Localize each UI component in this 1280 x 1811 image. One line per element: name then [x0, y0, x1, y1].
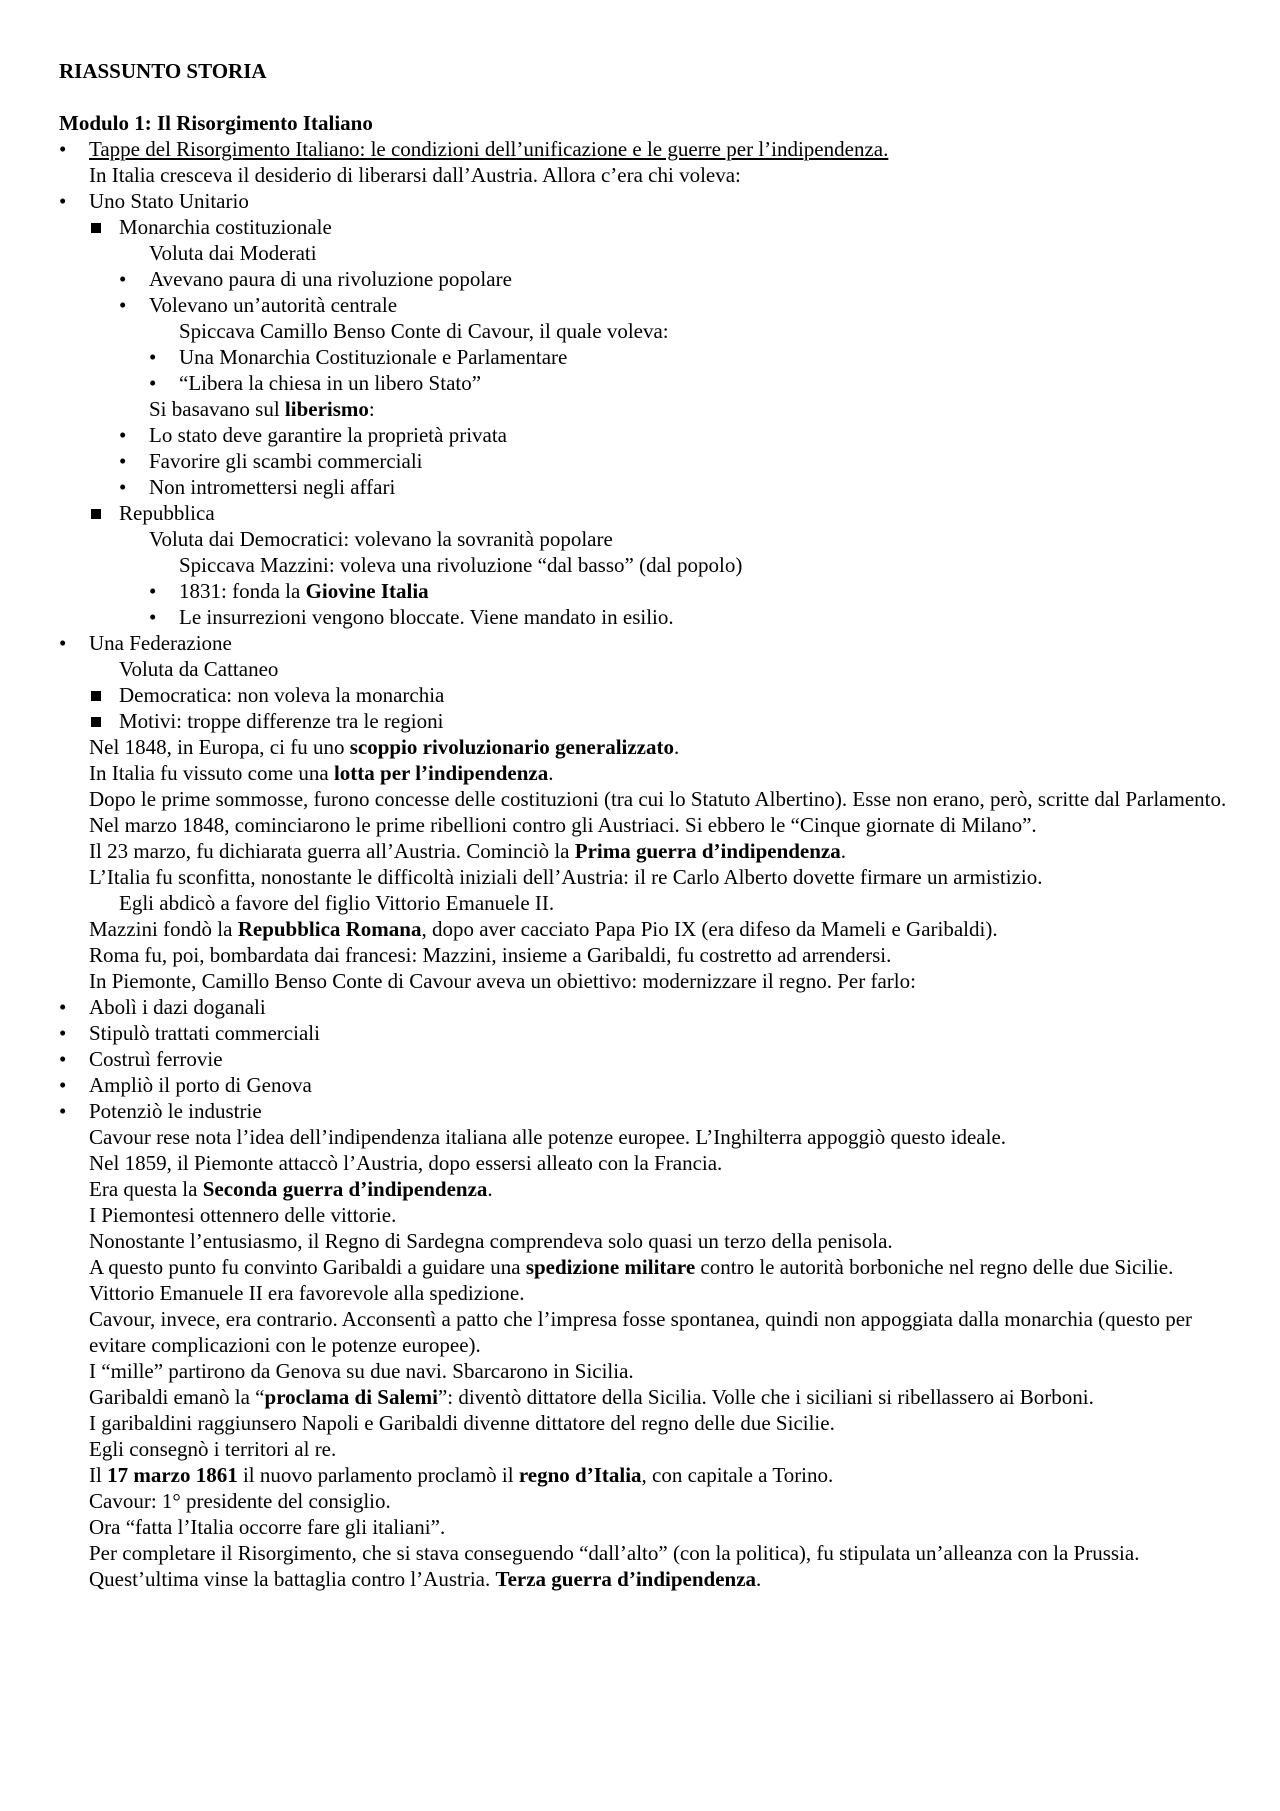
text-line: [59, 526, 1229, 552]
text-segment: .: [840, 839, 846, 863]
text-segment: contro le autorità borboniche nel regno delle due Sicilie.: [695, 1255, 1174, 1279]
text-segment: In Italia cresceva il desiderio di liberarsi dall’Austria. Allora c’era chi voleva:: [89, 163, 741, 187]
text-segment: Si basavano sul: [149, 397, 285, 421]
text-line: [59, 760, 1229, 786]
bullet-icon: •: [149, 345, 157, 369]
text-line: [59, 1098, 1229, 1124]
text-segment: .: [487, 1177, 493, 1201]
text-segment: Potenziò le industrie: [89, 1099, 262, 1123]
text-segment: Volevano un’autorità centrale: [149, 293, 398, 317]
text-line: [59, 1462, 1229, 1488]
text-line: [59, 994, 1229, 1020]
bold-text: spedizione militare: [525, 1255, 696, 1279]
text-segment: Garibaldi emanò la “: [89, 1385, 265, 1409]
text-line: [59, 942, 1229, 968]
text-segment: Una Monarchia Costituzionale e Parlamentare: [179, 345, 568, 369]
text-line: [59, 1306, 1229, 1358]
text-segment: Voluta da Cattaneo: [119, 657, 279, 681]
text-segment: Democratica: non voleva la monarchia: [119, 683, 445, 707]
bullet-icon: •: [149, 371, 157, 395]
bullet-icon: •: [59, 1073, 67, 1097]
bold-text: Giovine Italia: [305, 579, 429, 603]
text-line: [59, 864, 1229, 890]
text-line: [59, 1384, 1229, 1410]
text-line: [59, 916, 1229, 942]
text-segment: 1831: fonda la: [179, 579, 306, 603]
text-line: [59, 266, 1229, 292]
text-line: [59, 500, 1229, 526]
bullet-icon: •: [149, 605, 157, 629]
text-line: [59, 1176, 1229, 1202]
text-segment: Non intromettersi negli affari: [149, 475, 396, 499]
text-line: [59, 1150, 1229, 1176]
text-line: [59, 656, 1229, 682]
text-line: [59, 344, 1229, 370]
text-segment: Ora “fatta l’Italia occorre fare gli italiani”.: [89, 1515, 446, 1539]
text-segment: Costruì ferrovie: [89, 1047, 223, 1071]
text-segment: In Italia fu vissuto come una: [89, 761, 334, 785]
bullet-icon: •: [119, 449, 127, 473]
bullet-icon: •: [119, 267, 127, 291]
text-segment: .: [674, 735, 680, 759]
text-line: [59, 890, 1229, 916]
text-segment: Voluta dai Democratici: volevano la sovranità popolare: [149, 527, 613, 551]
text-segment: :: [368, 397, 375, 421]
bold-text: proclama di Salemi: [264, 1385, 438, 1409]
text-line: [59, 1202, 1229, 1228]
bullet-icon: •: [59, 1099, 67, 1123]
text-segment: Cavour: 1° presidente del consiglio.: [89, 1489, 391, 1513]
text-segment: I “mille” partirono da Genova su due navi. Sbarcarono in Sicilia.: [89, 1359, 634, 1383]
bullet-icon: •: [59, 995, 67, 1019]
bullet-icon: •: [119, 475, 127, 499]
text-line: [59, 1488, 1229, 1514]
text-segment: Nel marzo 1848, cominciarono le prime ribellioni contro gli Austriaci. Si ebbero le “Cinque giornate di Milano”.: [89, 813, 1037, 837]
text-segment: ”: diventò dittatore della Sicilia. Volle che i siciliani si ribellassero ai Borboni.: [437, 1385, 1094, 1409]
text-segment: Motivi: troppe differenze tra le regioni: [119, 709, 444, 733]
text-segment: A questo punto fu convinto Garibaldi a guidare una: [89, 1255, 526, 1279]
text-segment: I garibaldini raggiunsero Napoli e Garibaldi divenne dittatore del regno delle due Sicilie.: [89, 1411, 835, 1435]
text-segment: .: [548, 761, 554, 785]
spacer: [59, 84, 1229, 110]
text-segment: Per completare il Risorgimento, che si stava conseguendo “dall’alto” (con la politica), fu stipulata un’alleanza con la Prussia. Quest’ultima vinse la battaglia contro l’Austria.: [89, 1541, 1140, 1591]
text-line: [59, 1358, 1229, 1384]
text-line: [59, 812, 1229, 838]
text-line: [59, 292, 1229, 318]
bold-text: scoppio rivoluzionario generalizzato: [349, 735, 674, 759]
text-line: [59, 1540, 1229, 1592]
text-segment: Roma fu, poi, bombardata dai francesi: Mazzini, insieme a Garibaldi, fu costretto ad arrendersi.: [89, 943, 892, 967]
text-line: [59, 448, 1229, 474]
text-line: [59, 136, 1229, 162]
text-line: [59, 1072, 1229, 1098]
document-body: [59, 58, 1229, 1592]
text-segment: Lo stato deve garantire la proprietà privata: [149, 423, 508, 447]
text-segment: Cavour, invece, era contrario. Acconsentì a patto che l’impresa fosse spontanea, quindi non appoggiata dalla monarchia (questo per evitare complicazioni con le potenze europee).: [89, 1307, 1193, 1357]
text-segment: Vittorio Emanuele II era favorevole alla spedizione.: [89, 1281, 525, 1305]
text-line: [59, 1254, 1229, 1280]
text-segment: Cavour rese nota l’idea dell’indipendenza italiana alle potenze europee. L’Inghilterra appoggiò questo ideale.: [89, 1125, 1007, 1149]
text-line: [59, 1280, 1229, 1306]
text-segment: Abolì i dazi doganali: [89, 995, 266, 1019]
bold-text: liberismo: [284, 397, 369, 421]
text-segment: Una Federazione: [89, 631, 232, 655]
text-line: [59, 552, 1229, 578]
text-segment: .: [756, 1567, 762, 1591]
bullet-icon: •: [119, 423, 127, 447]
text-line: [59, 396, 1229, 422]
text-line: [59, 370, 1229, 396]
text-segment: Nel 1859, il Piemonte attaccò l’Austria, dopo essersi alleato con la Francia.: [89, 1151, 723, 1175]
text-segment: Voluta dai Moderati: [149, 241, 317, 265]
bold-text: regno d’Italia: [518, 1463, 642, 1487]
text-segment: “Libera la chiesa in un libero Stato”: [179, 371, 482, 395]
text-line: [59, 1046, 1229, 1072]
bullet-icon: •: [59, 137, 67, 161]
text-segment: Era questa la: [89, 1177, 203, 1201]
text-segment: il nuovo parlamento proclamò il: [237, 1463, 519, 1487]
text-line: [59, 240, 1229, 266]
text-segment: In Piemonte, Camillo Benso Conte di Cavour aveva un obiettivo: modernizzare il regno. Per farlo:: [89, 969, 916, 993]
bullet-icon: •: [59, 189, 67, 213]
text-line: [59, 474, 1229, 500]
text-segment: , dopo aver cacciato Papa Pio IX (era difeso da Mameli e Garibaldi).: [421, 917, 998, 941]
text-segment: Stipulò trattati commerciali: [89, 1021, 320, 1045]
text-line: [59, 188, 1229, 214]
text-segment: Tappe del Risorgimento Italiano: le condizioni dell’unificazione e le guerre per l’indipendenza.: [89, 137, 889, 161]
text-segment: Mazzini fondò la: [89, 917, 238, 941]
text-line: [59, 708, 1229, 734]
text-line: [59, 162, 1229, 188]
text-line: [59, 682, 1229, 708]
text-line: [59, 318, 1229, 344]
text-line: [59, 968, 1229, 994]
text-segment: Monarchia costituzionale: [119, 215, 332, 239]
text-segment: L’Italia fu sconfitta, nonostante le difficoltà iniziali dell’Austria: il re Carlo Alberto dovette firmare un armistizio.: [89, 865, 1043, 889]
bold-text: Repubblica Romana: [237, 917, 422, 941]
document-title: RIASSUNTO STORIA: [59, 59, 267, 83]
module-heading: Modulo 1: Il Risorgimento Italiano: [59, 111, 373, 135]
text-segment: Spiccava Mazzini: voleva una rivoluzione “dal basso” (dal popolo): [179, 553, 743, 577]
text-segment: Egli abdicò a favore del figlio Vittorio Emanuele II.: [119, 891, 555, 915]
text-segment: Ampliò il porto di Genova: [89, 1073, 312, 1097]
text-segment: Il 23 marzo, fu dichiarata guerra all’Austria. Cominciò la: [89, 839, 575, 863]
bullet-icon: •: [59, 1021, 67, 1045]
text-line: [59, 422, 1229, 448]
text-line: [59, 1410, 1229, 1436]
text-segment: Nel 1848, in Europa, ci fu uno: [89, 735, 350, 759]
text-segment: Egli consegnò i territori al re.: [89, 1437, 337, 1461]
text-line: [59, 838, 1229, 864]
bold-text: Seconda guerra d’indipendenza: [202, 1177, 488, 1201]
text-segment: Favorire gli scambi commerciali: [149, 449, 423, 473]
text-segment: I Piemontesi ottennero delle vittorie.: [89, 1203, 397, 1227]
bullet-icon: •: [59, 631, 67, 655]
bold-text: Prima guerra d’indipendenza: [574, 839, 841, 863]
text-segment: Uno Stato Unitario: [89, 189, 249, 213]
text-segment: Il: [89, 1463, 108, 1487]
bullet-icon: •: [119, 293, 127, 317]
text-line: [59, 786, 1229, 812]
text-segment: Nonostante l’entusiasmo, il Regno di Sardegna comprendeva solo quasi un terzo della penisola.: [89, 1229, 893, 1253]
text-segment: Repubblica: [119, 501, 215, 525]
text-line: [59, 1436, 1229, 1462]
text-segment: Le insurrezioni vengono bloccate. Viene mandato in esilio.: [179, 605, 674, 629]
text-line: [59, 214, 1229, 240]
text-segment: Spiccava Camillo Benso Conte di Cavour, il quale voleva:: [179, 319, 669, 343]
text-line: [59, 1020, 1229, 1046]
text-line: [59, 604, 1229, 630]
text-segment: , con capitale a Torino.: [641, 1463, 834, 1487]
bold-text: lotta per l’indipendenza: [333, 761, 549, 785]
text-line: [59, 578, 1229, 604]
content-lines: [59, 136, 1229, 1592]
bold-text: Terza guerra d’indipendenza: [495, 1567, 757, 1591]
text-line: [59, 1124, 1229, 1150]
text-segment: Avevano paura di una rivoluzione popolare: [149, 267, 512, 291]
text-segment: Dopo le prime sommosse, furono concesse delle costituzioni (tra cui lo Statuto Albertino). Esse non erano, però, scritte dal Parlamento.: [89, 787, 1227, 811]
text-line: [59, 630, 1229, 656]
text-line: [59, 1228, 1229, 1254]
bullet-icon: •: [59, 1047, 67, 1071]
bullet-icon: •: [149, 579, 157, 603]
bold-text: 17 marzo 1861: [107, 1463, 238, 1487]
text-line: [59, 734, 1229, 760]
text-line: [59, 1514, 1229, 1540]
